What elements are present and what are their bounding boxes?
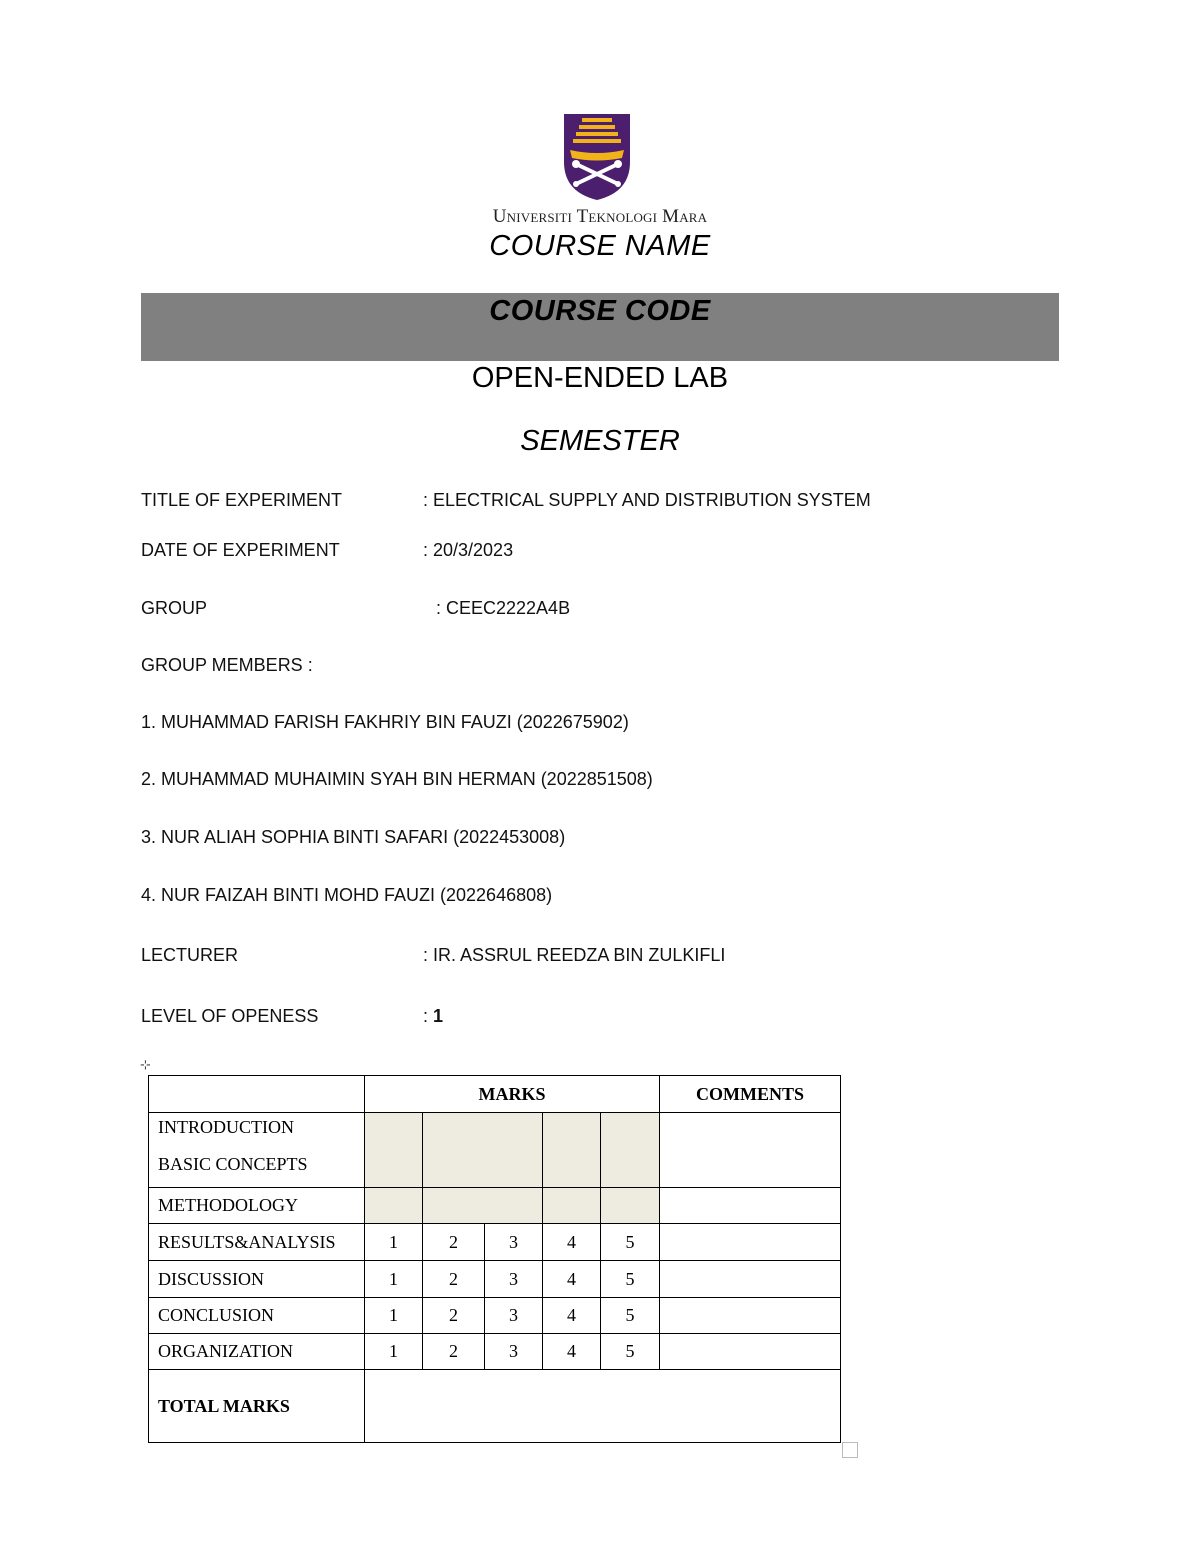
score-cell: 1: [365, 1298, 423, 1334]
criterion-cell: CONCLUSION: [149, 1298, 365, 1334]
score-cell: 4: [543, 1298, 601, 1334]
table-anchor-icon: ⊹: [140, 1057, 151, 1072]
score-cell: 2: [423, 1261, 485, 1298]
score-cell: 4: [543, 1261, 601, 1298]
score-cell: 1: [365, 1334, 423, 1370]
lecturer-value: : IR. ASSRUL REEDZA BIN ZULKIFLI: [423, 945, 726, 965]
score-cell: 5: [601, 1224, 660, 1261]
university-name: Universiti Teknologi Mara: [492, 206, 708, 227]
total-marks-cell[interactable]: [365, 1370, 841, 1443]
comment-cell[interactable]: [660, 1224, 841, 1261]
score-cell: [543, 1188, 601, 1224]
openness-level: 1: [433, 1006, 444, 1026]
score-cell: 2: [423, 1224, 485, 1261]
score-cell: [365, 1113, 423, 1188]
table-row-introduction: [149, 1113, 841, 1188]
title-label: TITLE OF EXPERIMENT: [141, 490, 343, 510]
table-resize-handle[interactable]: [842, 1442, 858, 1458]
group-value: : CEEC2222A4B: [436, 598, 571, 618]
course-code-band: [141, 293, 1059, 361]
table-row: [149, 1298, 841, 1334]
score-cell: 1: [365, 1224, 423, 1261]
course-code: COURSE CODE: [489, 295, 711, 327]
group-label: GROUP: [141, 598, 208, 618]
comments-header: COMMENTS: [660, 1076, 841, 1113]
table-row-methodology: [149, 1188, 841, 1224]
lecturer-label: LECTURER: [141, 945, 239, 965]
score-cell: [423, 1113, 543, 1188]
criterion-cell: [149, 1113, 365, 1188]
total-marks-label: TOTAL MARKS: [149, 1370, 365, 1443]
table-row-total: [149, 1370, 841, 1443]
comment-cell[interactable]: [660, 1188, 841, 1224]
comment-cell[interactable]: [660, 1261, 841, 1298]
criterion-basic-concepts: BASIC CONCEPTS: [158, 1154, 308, 1174]
member-item: 3. NUR ALIAH SOPHIA BINTI SAFARI (2022453008): [141, 827, 566, 847]
criterion-methodology: METHODOLOGY: [149, 1188, 365, 1224]
table-row: [149, 1261, 841, 1298]
date-value: : 20/3/2023: [423, 540, 514, 560]
date-label: DATE OF EXPERIMENT: [141, 540, 340, 560]
score-cell: 4: [543, 1224, 601, 1261]
header-blank-cell: [149, 1076, 365, 1113]
score-cell: 1: [365, 1261, 423, 1298]
uitm-logo: [562, 112, 632, 202]
lab-title: OPEN-ENDED LAB: [471, 362, 729, 394]
score-cell: [543, 1113, 601, 1188]
score-cell: 2: [423, 1298, 485, 1334]
title-value: : ELECTRICAL SUPPLY AND DISTRIBUTION SYSTEM: [423, 490, 871, 510]
comment-cell[interactable]: [660, 1334, 841, 1370]
semester: SEMESTER: [520, 425, 680, 457]
score-cell: [601, 1188, 660, 1224]
marks-table: [148, 1075, 841, 1443]
table-row: [149, 1334, 841, 1370]
criterion-cell: ORGANIZATION: [149, 1334, 365, 1370]
score-cell: [601, 1113, 660, 1188]
criterion-cell: DISCUSSION: [149, 1261, 365, 1298]
score-cell: 3: [485, 1261, 543, 1298]
criterion-cell: RESULTS&ANALYSIS: [149, 1224, 365, 1261]
score-cell: 5: [601, 1261, 660, 1298]
member-item: 1. MUHAMMAD FARISH FAKHRIY BIN FAUZI (2022675902): [141, 712, 629, 732]
score-cell: 2: [423, 1334, 485, 1370]
score-cell: 5: [601, 1298, 660, 1334]
comment-cell[interactable]: [660, 1113, 841, 1188]
member-item: 4. NUR FAIZAH BINTI MOHD FAUZI (2022646808): [141, 885, 553, 905]
openness-colon: :: [423, 1006, 434, 1026]
criterion-introduction: INTRODUCTION: [158, 1117, 294, 1137]
score-cell: 3: [485, 1334, 543, 1370]
score-cell: 3: [485, 1224, 543, 1261]
course-name: COURSE NAME: [489, 230, 711, 262]
score-cell: 3: [485, 1298, 543, 1334]
openness-label: LEVEL OF OPENESS: [141, 1006, 319, 1026]
member-item: 2. MUHAMMAD MUHAIMIN SYAH BIN HERMAN (2022851508): [141, 769, 653, 789]
comment-cell[interactable]: [660, 1298, 841, 1334]
score-cell: [365, 1188, 423, 1224]
table-header-row: [149, 1076, 841, 1113]
marks-header: MARKS: [365, 1076, 660, 1113]
table-row: [149, 1224, 841, 1261]
score-cell: 5: [601, 1334, 660, 1370]
score-cell: 4: [543, 1334, 601, 1370]
members-label: GROUP MEMBERS :: [141, 655, 313, 675]
score-cell: [423, 1188, 543, 1224]
openness-value: [423, 1006, 443, 1027]
